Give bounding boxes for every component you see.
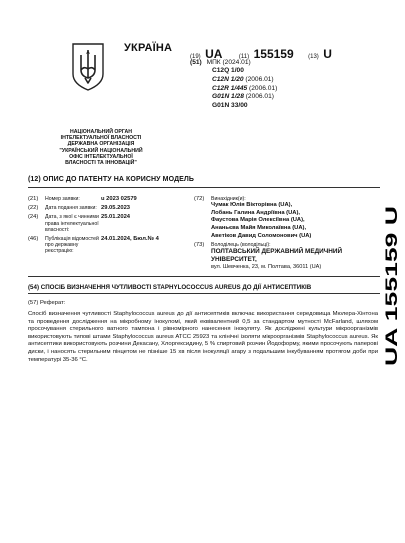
inventors-block: (72) Винахідник(и): Чумак Юлія Вікторівна (UA), Лобань Галина Андріївна (UA), Фаустова Марія Олексіївна (UA), Ананьєва Майя Миколаївна (UA), Аветіков Давид Соломонович (UA) (73) Володілець (володільці): ПОЛТАВСЬКИЙ ДЕРЖАВНИЙ МЕДИЧНИЙ УНІВЕРСИТЕТ, вул. Шевченка, 23, м. Полтава, 36011 (UA) [194, 196, 374, 271]
divider [28, 276, 380, 277]
patent-number: 155159 [253, 47, 294, 61]
abstract-text: Спосіб визначення чутливості Staphylococcus aureus до дії антисептиків включає використання середовища Мюлера-Хінтона та проведення дослідження на мікробному інокуломі, який еквівалентний 0,5 за стандартом мутності McFarland, шляхом просочування стерильного ватного тампона і рівномірного нанесення інокуляту. Як досліджені культури мікроорганізмів використовують типові штами Staphylococcus aureus ATCC 25923 та клінічні ізоляти мікроорганізмів Staphylococcus aureus. Як антисептики використовують розчини Декасану, Хлоргексидину, 5 % спиртовий розчин Йодоформу, якими просочують паперові диски, і наносять стерильним пінцетом не пізніше 15 хв після інокуляції агару з подальшим інкубуванням протягом доби при температурі 35-36 °C. [28, 311, 378, 363]
bib-row: (24) Дата, з якої є чинними права інтелектуальної власності: 25.01.2024 [28, 214, 131, 233]
ipc-class: G01N 33/00 [212, 102, 248, 110]
vertical-document-code [375, 196, 405, 376]
ipc-classes [202, 67, 277, 111]
ipc-header [190, 59, 251, 66]
abstract-label: (57) Реферат: [28, 300, 66, 306]
invention-title: (54) СПОСІБ ВИЗНАЧЕННЯ ЧУТЛИВОСТІ STAPHYLOCOCCUS AUREUS ДО ДІЇ АНТИСЕПТИКІВ [28, 284, 312, 291]
inid-code-11: (11) [238, 54, 250, 60]
inventor-list: Чумак Юлія Вікторівна (UA), Лобань Галина Андріївна (UA), Фаустова Марія Олексіївна (UA), Ананьєва Майя Миколаївна (UA), Аветіков Давид Соломонович (UA) [211, 202, 312, 239]
document-title: (12) ОПИС ДО ПАТЕНТУ НА КОРИСНУ МОДЕЛЬ [28, 176, 195, 183]
inid-code-19: (19) [190, 54, 201, 60]
document-kind: U [323, 47, 332, 61]
coat-of-arms-icon [70, 42, 106, 92]
owner-name: ПОЛТАВСЬКИЙ ДЕРЖАВНИЙ МЕДИЧНИЙ УНІВЕРСИТЕТ, [211, 248, 343, 263]
bib-row: (21) Номер заявки: u 2023 02579 [28, 196, 137, 202]
ipc-class: G01N 1/28 (2006.01) [212, 93, 274, 101]
country-code: UA [205, 47, 223, 61]
inid-code-51: (51) [190, 59, 202, 66]
divider [28, 293, 380, 294]
issuing-office: НАЦІОНАЛЬНИЙ ОРГАН ІНТЕЛЕКТУАЛЬНОЇ ВЛАСНОСТІ ДЕРЖАВНА ОРГАНІЗАЦІЯ "УКРАЇНСЬКИЙ НАЦІОНАЛЬНИЙ ОФІС ІНТЕЛЕКТУАЛЬНОЇ ВЛАСНОСТІ ТА ІННОВАЦІЙ" [59, 129, 143, 167]
ipc-class: C12R 1/445 (2006.01) [212, 84, 278, 92]
inid-code-13: (13) [308, 54, 319, 60]
bib-row: (22) Дата подання заявки: 29.05.2023 [28, 205, 131, 212]
owner-address: вул. Шевченка, 23, м. Полтава, 36011 (UA) [211, 263, 322, 270]
ipc-label: МПК (2024.01) [206, 59, 251, 66]
country-name: УКРАЇНА [124, 42, 173, 54]
ipc-class: C12N 1/20 (2006.01) [212, 75, 274, 83]
divider [28, 187, 380, 188]
ipc-class: C12Q 1/00 [212, 67, 244, 74]
side-code-text: UA 155159 U [382, 263, 401, 366]
bibliographic-data [28, 196, 188, 255]
bib-row: (46) Публікація відомостей про державну реєстрацію: 24.01.2024, Бюл.№ 4 [28, 236, 159, 255]
